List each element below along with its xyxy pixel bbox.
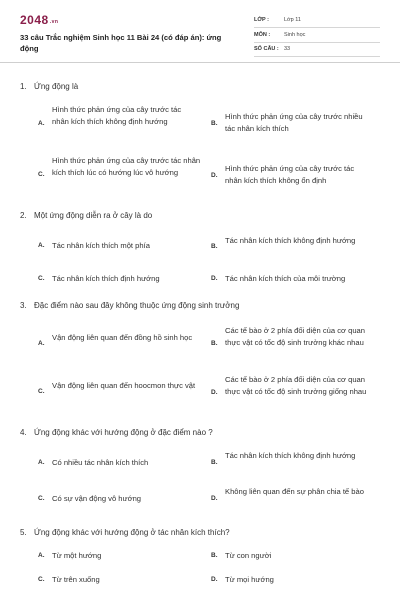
option-text: Vận động liên quan đến hoocmon thực vật [52, 381, 196, 390]
question-text: Đặc điểm nào sau đây không thuộc ứng động sinh trưởng [34, 301, 240, 310]
document-header [0, 0, 400, 63]
question-4 [20, 428, 213, 437]
option-label: A. [38, 459, 45, 466]
option-label: B. [211, 243, 218, 250]
question-5 [20, 528, 230, 537]
option-text: Có sự vận động vô hướng [52, 494, 142, 503]
option-label: C. [38, 576, 45, 583]
option-text: Từ một hướng [52, 551, 102, 560]
option-label: A. [38, 340, 45, 347]
document-title: 33 câu Trắc nghiệm Sinh học 11 Bài 24 (có đáp án): ứng động [20, 33, 222, 53]
question-3 [20, 301, 239, 310]
meta-socau-label: SỐ CÂU : [254, 46, 279, 52]
meta-socau [254, 45, 380, 57]
option-text: Từ con người [225, 551, 272, 560]
option-text: Tác nhân kích thích không định hướng [225, 236, 356, 245]
option-label: D. [211, 495, 218, 502]
option-label: C. [38, 171, 45, 178]
option-text: Tác nhân kích thích không định hướng [225, 451, 356, 460]
logo-brand: 2048 [20, 13, 49, 27]
option-text: Không liên quan đến sự phân chia tế bào [225, 487, 364, 496]
option-label: C. [38, 388, 45, 395]
option-label: D. [211, 576, 218, 583]
question-text: Một ứng động diễn ra ở cây là do [34, 211, 153, 220]
option-label: A. [38, 552, 45, 559]
logo-suffix: .vn [49, 19, 59, 25]
option-text: Các tế bào ở 2 phía đối diện của cơ quan thực vật có tốc độ sinh trưởng khác nhau [225, 326, 365, 347]
question-number: 5. [20, 528, 27, 537]
meta-mon-value: Sinh học [284, 32, 306, 38]
option-text: Từ mọi hướng [225, 575, 274, 584]
option-label: B. [211, 552, 218, 559]
question-number: 2. [20, 211, 27, 220]
option-text: Có nhiều tác nhân kích thích [52, 458, 149, 467]
meta-mon-label: MÔN : [254, 32, 271, 38]
option-text: Từ trên xuống [52, 575, 100, 584]
option-text: Hình thức phản ứng của cây trước nhiều tác nhân kích thích [225, 112, 363, 133]
option-text: Hình thức phản ứng của cây trước tác nhân kích thích không định hướng [52, 105, 182, 126]
question-number: 3. [20, 301, 27, 310]
question-2 [20, 211, 152, 220]
option-text: Tác nhân kích thích định hướng [52, 274, 160, 283]
meta-lop [254, 16, 380, 28]
option-label: B. [211, 459, 218, 466]
question-text: Ứng động khác với hướng động ở đặc điểm nào ? [34, 428, 213, 437]
option-label: C. [38, 275, 45, 282]
option-text: Các tế bào ở 2 phía đối diện của cơ quan thực vật có tốc độ sinh trưởng giống nhau [225, 375, 367, 396]
option-text: Hình thức phản ứng của cây trước tác nhân kích thích lúc có hướng lúc vô hướng [52, 156, 201, 177]
question-text: Ứng động là [34, 82, 79, 91]
question-number: 4. [20, 428, 27, 437]
site-logo[interactable] [20, 13, 58, 27]
meta-lop-value: Lớp 11 [284, 17, 301, 23]
option-label: D. [211, 172, 218, 179]
question-1 [20, 82, 78, 91]
option-label: B. [211, 120, 218, 127]
option-label: B. [211, 340, 218, 347]
option-label: A. [38, 242, 45, 249]
option-label: D. [211, 389, 218, 396]
option-label: C. [38, 495, 45, 502]
option-label: D. [211, 275, 218, 282]
meta-lop-label: LỚP : [254, 17, 269, 23]
meta-socau-value: 33 [284, 46, 291, 52]
option-text: Tác nhân kích thích một phía [52, 241, 150, 250]
option-text: Tác nhân kích thích của môi trường [225, 274, 346, 283]
option-text: Hình thức phản ứng của cây trước tác nhân kích thích không ổn định [225, 164, 355, 185]
option-text: Vận động liên quan đến đồng hồ sinh học [52, 333, 193, 342]
question-text: Ứng động khác với hướng động ở tác nhân kích thích? [34, 528, 230, 537]
meta-mon [254, 31, 380, 43]
option-label: A. [38, 120, 45, 127]
question-number: 1. [20, 82, 27, 91]
